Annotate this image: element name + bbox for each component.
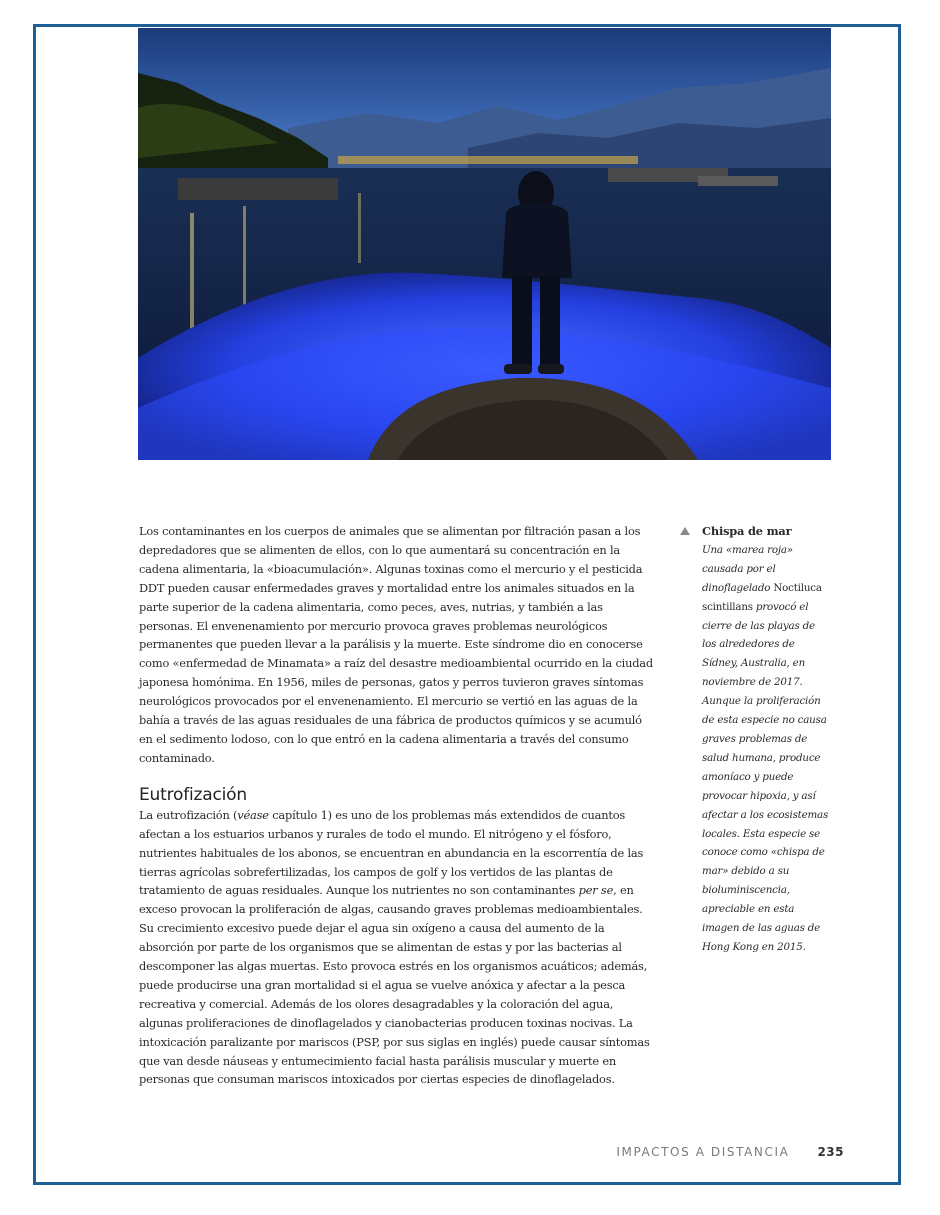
text-run: , en exceso provocan la proliferación de algas, causando graves problemas medioambientales. Su crecimiento excesivo puede dejar el agua sin oxígeno a causa del aumento de la absorción por parte de los organismos que se alimentan de estas y por las bacterias al descomponer las algas muertas. Esto provoca estrés en los organismos acuáticos; además, puede producirse una gran mortalidad si el agua se vuelve anóxica y afectar a la pesca recreativa y comercial. Además de los olores desagradables y la coloración del agua, algunas proliferaciones de dinoflagelados y cianobacterias producen toxinas nocivas. La intoxicación paralizante por mariscos (PSP, por sus siglas en inglés) puede causar síntomas que van desde náuseas y entumecimiento facial hasta parálisis muscular y muerte en personas que consuman mariscos intoxicados por ciertas especies de dinoflagelados. — [139, 883, 650, 1087]
section-heading-eutrofizacion: Eutrofización — [139, 784, 247, 805]
triangle-up-icon — [680, 527, 690, 535]
text-run: La eutrofización ( — [139, 807, 238, 822]
page-number: 235 — [817, 1145, 844, 1159]
caption-species-name: Noctiluca scintillans — [702, 581, 822, 613]
caption-body — [702, 541, 830, 957]
caption-title: Chispa de mar — [702, 524, 792, 538]
main-text-column — [139, 522, 654, 1089]
photo-night-bioluminescent-sea — [138, 28, 831, 460]
paragraph-bioaccumulation: Los contaminantes en los cuerpos de animales que se alimentan por filtración pasan a los depredadores que se alimenten de ellos, con lo que aumentará su concentración en la cadena alimentaria, la «bioacumulación». Algunas toxinas como el mercurio y el pesticida DDT pueden causar enfermedades graves y mortalidad entre los animales situados en la parte superior de la cadena alimentaria, como peces, aves, nutrias, y también a las personas. El envenenamiento por mercurio provoca graves problemas neurológicos permanentes que pueden llevar a la parálisis y la muerte. Este síndrome dio en conocerse como «enfermedad de Minamata» a raíz del desastre medioambiental ocurrido en la ciudad japonesa homónima. En 1956, miles de personas, gatos y perros tuvieron graves síntomas neurológicos provocados por el envenenamiento. El mercurio se vertió en las aguas de la bahía a través de las aguas residuales de una fábrica de productos químicos y se acumuló en el sedimento lodoso, con lo que entró en la cadena alimentaria a través del consumo contaminado. — [139, 524, 653, 765]
photo-illustration — [138, 28, 831, 460]
page-footer — [616, 1145, 844, 1159]
paragraph-eutrofizacion — [139, 806, 654, 1090]
text-run: capítulo 1) es uno de los problemas más extendidos de cuantos afectan a los estuarios urbanos y rurales de todo el mundo. El nitrógeno y el fósforo, nutrientes habituales de los abonos, se encuentran en abundancia en la escorrentía de las tierras agrícolas sobrefertilizadas, los campos de golf y los vertidos de las plantas de tratamiento de aguas residuales. Aunque los nutrientes no son contaminantes — [139, 807, 644, 898]
photo-caption — [680, 522, 830, 957]
running-section-title: IMPACTOS A DISTANCIA — [616, 1145, 790, 1159]
caption-text-run: provocó el cierre de las playas de los alrededores de Sídney, Australia, en noviembre de 2017. Aunque la proliferación de esta especie no causa graves problemas de salud humana, produce amoníaco y puede provocar hipoxia, y así afectar a los ecosistemas locales. Esta especie se conoce como «chispa de mar» debido a su bioluminiscencia, apreciable en esta imagen de las aguas de Hong Kong en 2015. — [702, 600, 829, 953]
caption-text-run: Una «marea roja» causada por el dinoflagelado — [702, 543, 793, 594]
italic-run: per se — [578, 883, 614, 898]
italic-run: véase — [237, 807, 269, 822]
